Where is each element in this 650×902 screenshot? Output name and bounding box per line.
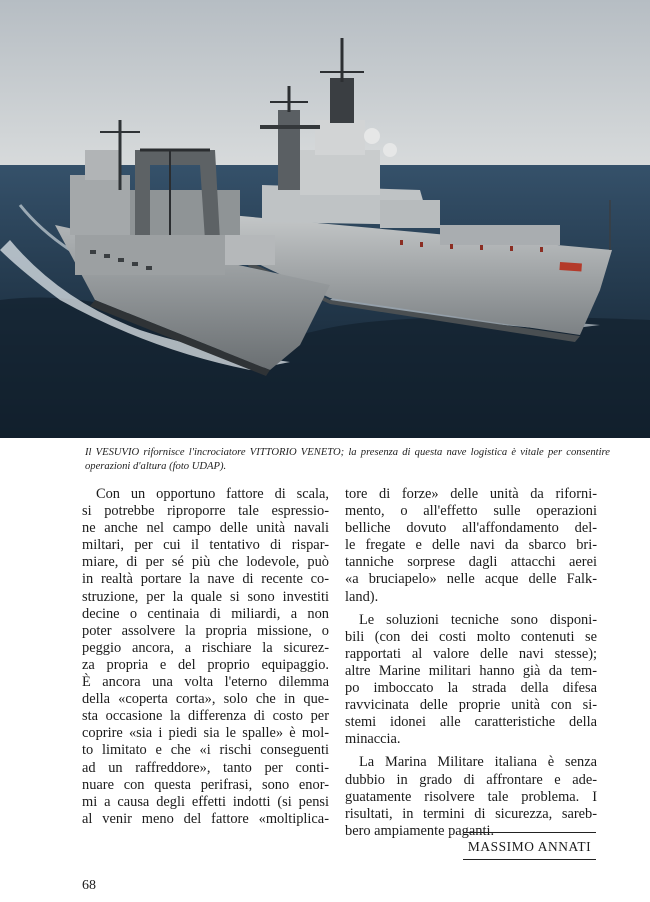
paragraph	[345, 612, 597, 749]
text-line: tanniche sorprese dagli attacchi aerei	[345, 554, 597, 571]
paragraph	[82, 486, 329, 828]
text-line: land).	[345, 588, 379, 605]
ships-illustration	[0, 0, 650, 438]
text-line: miare, di per sé più che lodevole, può	[82, 554, 329, 571]
text-line: belliche dovuto all'affondamento del-	[345, 520, 597, 537]
text-line: si potrebbe riproporre tale espressio-	[82, 503, 329, 520]
text-line: miltari, per cui il tentativo di rispar-	[82, 537, 329, 554]
text-line: tore di forze» delle unità da riforni-	[345, 486, 597, 502]
paragraph	[345, 754, 597, 839]
article-column-left	[82, 486, 329, 828]
text-line: È ancora una volta l'eterno dilemma	[82, 674, 329, 691]
paragraph	[345, 486, 597, 606]
text-line: coprire «sia i piedi sia le spalle» è mol-	[82, 725, 329, 742]
text-line: al venir meno del fattore «moltiplica-	[82, 810, 329, 827]
text-line: decine o centinaia di miliardi, a non	[82, 605, 329, 622]
text-line: poter assolvere la propria missione, o	[82, 622, 329, 639]
ships-photo	[0, 0, 650, 438]
text-line: po imboccato la strada della difesa	[345, 680, 597, 697]
text-line: rapportati al valore delle navi stesse);	[345, 645, 597, 662]
text-line: sta occasione la differenza di costo per	[82, 708, 329, 725]
text-line: bero ampiamente paganti.	[345, 822, 495, 839]
text-line: minaccia.	[345, 731, 401, 748]
text-line: struzione, per la quale si sono investiti	[82, 588, 329, 605]
text-line: ravvicinata delle proprie unità con si-	[345, 697, 597, 714]
text-line: mi a causa degli effetti indotti (si pensi	[82, 793, 329, 810]
text-line: peggio ancora, a rischiare la sicurez-	[82, 639, 329, 656]
text-line: ne anche nel campo delle unità navali	[82, 520, 329, 537]
text-line: Le soluzioni tecniche sono disponi-	[359, 611, 597, 628]
text-line: «a bruciapelo» nelle acque delle Falk-	[345, 571, 597, 588]
text-line: guatamente risolvere tale problema. I	[345, 788, 597, 805]
text-line: le fregate e delle navi da sbarco bri-	[345, 537, 597, 554]
article-column-right	[345, 486, 597, 840]
text-line: Con un opportuno fattore di scala,	[96, 486, 329, 502]
text-line: risultati, in termini di sicurezza, sareb-	[345, 805, 597, 822]
text-line: za propria e del proprio equipaggio.	[82, 656, 329, 673]
text-line: La Marina Militare italiana è senza	[359, 754, 597, 771]
text-line: mento, o all'effetto sulle operazioni	[345, 503, 597, 520]
text-line: ad un raffreddore», tanto per conti-	[82, 759, 329, 776]
photo-caption: Il VESUVIO rifornisce l'incrociatore VITTORIO VENETO; la presenza di questa nave logistica è vitale per consentire operazioni d'altura (foto UDAP).	[85, 447, 610, 472]
text-line: stemi idonei alle caratteristiche della	[345, 714, 597, 731]
text-line: in realtà portare la nave di recente co-	[82, 571, 329, 588]
text-line: dubbio in grado di affrontare e ade-	[345, 771, 597, 788]
author-signature: MASSIMO ANNATI	[463, 832, 596, 860]
text-line: altre Marine militari hanno già da tem-	[345, 662, 597, 679]
text-line: nuare con questa perifrasi, sono enor-	[82, 776, 329, 793]
page-number: 68	[82, 878, 96, 893]
text-line: to limitato e che «i rischi conseguenti	[82, 742, 329, 759]
text-line: della «coperta corta», solo che in que-	[82, 691, 329, 708]
text-line: bili (con dei costi molto contenuti se	[345, 628, 597, 645]
